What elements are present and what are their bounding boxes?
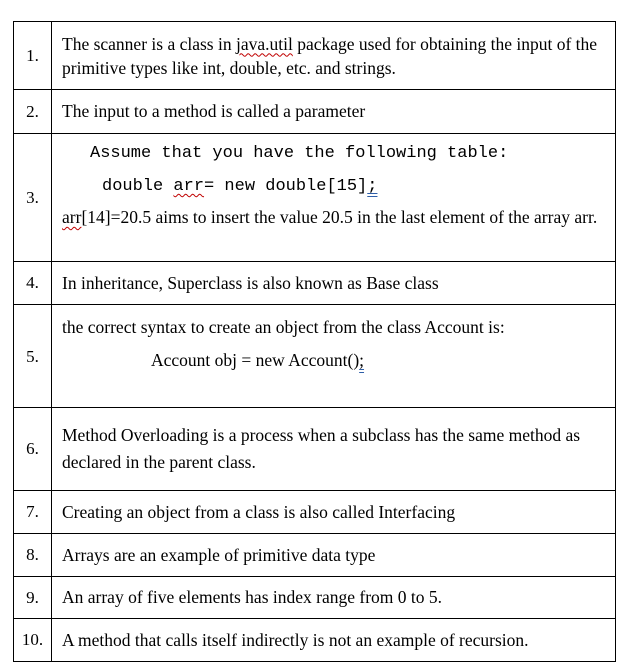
array-name: arr <box>62 207 82 227</box>
statement <box>52 134 616 262</box>
true-false-table <box>13 21 616 662</box>
statement: The input to a method is called a parameter <box>52 90 616 134</box>
table-row <box>14 22 616 90</box>
code-token: ; <box>367 177 378 196</box>
code-token: Account obj = new Account() <box>151 350 360 370</box>
code-line <box>62 339 611 373</box>
statement: Arrays are an example of primitive data type <box>52 534 616 577</box>
row-number: 6. <box>14 408 52 491</box>
statement <box>52 305 616 408</box>
table-row <box>14 491 616 534</box>
statement-text: package used for obtaining the input of the primitive types like int, double, etc. and strings. <box>62 33 598 78</box>
statement-text: The scanner is a class in <box>62 33 236 54</box>
statement: In inheritance, Superclass is also known as Base class <box>52 262 616 305</box>
table-row <box>14 408 616 491</box>
package-name: java.util <box>235 33 293 54</box>
statement: Method Overloading is a process when a subclass has the same method as declared in the parent class. <box>52 408 616 491</box>
table-row <box>14 134 616 262</box>
row-number: 5. <box>14 305 52 408</box>
table-row <box>14 305 616 408</box>
statement-text: the correct syntax to create an object from the class Account is: <box>62 317 505 337</box>
table-row <box>14 619 616 662</box>
row-number: 4. <box>14 262 52 305</box>
statement: Creating an object from a class is also called Interfacing <box>52 491 616 534</box>
row-number: 10. <box>14 619 52 662</box>
code-line: Assume that you have the following table: <box>90 144 509 163</box>
row-number: 8. <box>14 534 52 577</box>
code-token: = new double[15] <box>204 177 368 196</box>
code-line <box>62 170 611 204</box>
code-token: arr <box>173 177 205 196</box>
statement: An array of five elements has index range from 0 to 5. <box>52 577 616 619</box>
statement-text: [14]=20.5 aims to insert the value 20.5 in the last element of the array arr. <box>81 207 598 227</box>
row-number: 2. <box>14 90 52 134</box>
code-token: double <box>102 177 174 196</box>
table-row <box>14 577 616 619</box>
row-number: 9. <box>14 577 52 619</box>
table-row <box>14 534 616 577</box>
row-number: 7. <box>14 491 52 534</box>
row-number: 1. <box>14 22 52 90</box>
table-row <box>14 90 616 134</box>
statement <box>52 22 616 90</box>
statement: A method that calls itself indirectly is not an example of recursion. <box>52 619 616 662</box>
row-number: 3. <box>14 134 52 262</box>
table-row <box>14 262 616 305</box>
code-token: ; <box>359 350 365 370</box>
statement-text <box>62 204 611 228</box>
